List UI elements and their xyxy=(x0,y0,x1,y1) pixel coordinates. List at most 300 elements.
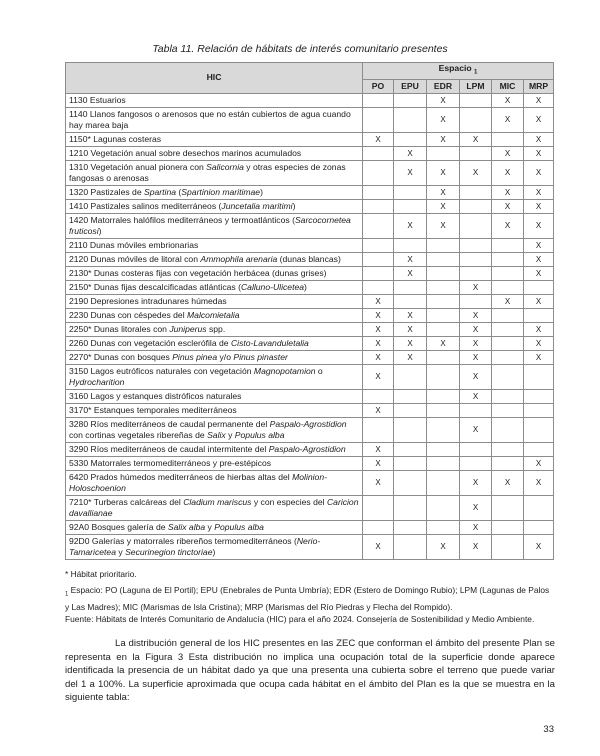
presence-cell-lpm xyxy=(460,266,492,280)
body-paragraph xyxy=(65,637,555,705)
presence-cell-po: X xyxy=(363,456,394,470)
table-row xyxy=(66,132,554,146)
presence-cell-po: X xyxy=(363,132,394,146)
presence-cell-mic: X xyxy=(492,160,524,185)
presence-cell-edr xyxy=(427,442,460,456)
presence-cell-edr xyxy=(427,238,460,252)
presence-cell-lpm: X xyxy=(460,132,492,146)
presence-cell-mrp: X xyxy=(524,146,554,160)
column-header-epu: EPU xyxy=(394,79,427,93)
presence-cell-edr: X xyxy=(427,107,460,132)
table-row xyxy=(66,280,554,294)
source-note: Fuente: Hábitats de Interés Comunitario de Andalucía (HIC) para el año 2024. Consejería de Sostenibilidad y Medio Ambiente. xyxy=(65,614,535,624)
table-row xyxy=(66,417,554,442)
presence-cell-mrp xyxy=(524,442,554,456)
habitat-name-cell xyxy=(66,520,363,534)
presence-cell-edr xyxy=(427,280,460,294)
species-name: Juncetalia maritimi xyxy=(221,200,293,211)
habitat-text: 3150 Lagos eutróficos naturales con vegetación xyxy=(69,365,254,376)
species-name: Molinion-Holoschoenion xyxy=(69,471,327,493)
habitat-text: 1150* Lagunas costeras xyxy=(69,133,162,144)
presence-cell-mic xyxy=(492,403,524,417)
habitat-text: 92D0 Galerías y matorrales ribereños termomediterráneos ( xyxy=(69,535,297,546)
presence-cell-mic xyxy=(492,280,524,294)
habitat-text: 1310 Vegetación anual pionera con xyxy=(69,161,207,172)
habitat-text: 3160 Lagos y estanques distróficos naturales xyxy=(69,390,242,401)
presence-cell-po xyxy=(363,107,394,132)
presence-cell-po xyxy=(363,185,394,199)
habitat-text: y con especies del xyxy=(251,496,327,507)
presence-cell-mrp: X xyxy=(524,350,554,364)
presence-cell-mrp: X xyxy=(524,107,554,132)
habitat-text: 2150* Dunas fijas descalcificadas atlánticas ( xyxy=(69,281,241,292)
presence-cell-edr xyxy=(427,146,460,160)
presence-cell-mic: X xyxy=(492,146,524,160)
presence-cell-mic xyxy=(492,456,524,470)
presence-cell-edr xyxy=(427,470,460,495)
presence-cell-mrp: X xyxy=(524,294,554,308)
habitat-name-cell xyxy=(66,213,363,238)
presence-cell-lpm: X xyxy=(460,350,492,364)
table-row xyxy=(66,213,554,238)
habitat-text: y xyxy=(225,429,235,440)
presence-cell-epu xyxy=(394,389,427,403)
table-row xyxy=(66,403,554,417)
species-name: Magnopotamion xyxy=(253,365,316,376)
species-name: Spartina xyxy=(144,186,177,197)
espacio-header xyxy=(363,63,554,80)
habitat-text: ) xyxy=(98,225,102,236)
paragraph-text: La distribución general de los HIC presentes en las ZEC que conforman el ámbito del presente Plan se representa en la Figura 3 Esta distribución no implica una ocupación total de la superficie donde aparece identificada la presencia de un hábitat dado ya que una presenta una cubierta sobre el terreno que puede variar del 1 a 100%. La superficie aproximada que ocupa cada hábitat en el ámbito del Plan es la que se muestra en la siguiente tabla: xyxy=(65,638,555,703)
presence-cell-lpm: X xyxy=(460,417,492,442)
presence-cell-mic xyxy=(492,520,524,534)
habitat-name-cell xyxy=(66,470,363,495)
table-row xyxy=(66,308,554,322)
species-name: Juniperus xyxy=(169,323,207,334)
habitat-name-cell xyxy=(66,185,363,199)
table-row xyxy=(66,322,554,336)
presence-cell-lpm: X xyxy=(460,308,492,322)
habitat-text: con cortinas vegetales ribereñas de xyxy=(69,429,208,440)
presence-cell-po: X xyxy=(363,442,394,456)
presence-cell-mrp: X xyxy=(524,213,554,238)
presence-cell-mic: X xyxy=(492,199,524,213)
table-row xyxy=(66,199,554,213)
presence-cell-mic xyxy=(492,417,524,442)
presence-cell-epu xyxy=(394,403,427,417)
presence-cell-lpm xyxy=(460,146,492,160)
table-row xyxy=(66,160,554,185)
habitat-text: ) xyxy=(304,281,307,292)
presence-cell-mrp: X xyxy=(524,238,554,252)
presence-cell-epu xyxy=(394,470,427,495)
table-row xyxy=(66,534,554,559)
presence-cell-mic: X xyxy=(492,185,524,199)
column-header-mic: MIC xyxy=(492,79,524,93)
habitat-name-cell xyxy=(66,199,363,213)
presence-cell-mrp xyxy=(524,280,554,294)
habitat-text: 6420 Prados húmedos mediterráneos de hierbas altas del xyxy=(69,471,293,482)
presence-cell-edr: X xyxy=(427,160,460,185)
presence-cell-epu xyxy=(394,495,427,520)
habitat-name-cell xyxy=(66,336,363,350)
presence-cell-edr xyxy=(427,403,460,417)
habitat-name-cell xyxy=(66,238,363,252)
presence-cell-mrp xyxy=(524,495,554,520)
habitat-text: 92A0 Bosques galería de xyxy=(69,521,168,532)
habitat-name-cell xyxy=(66,442,363,456)
presence-cell-mic xyxy=(492,442,524,456)
presence-cell-epu xyxy=(394,93,427,107)
habitat-name-cell xyxy=(66,160,363,185)
species-name: Nerio-Tamaricetea xyxy=(69,535,321,557)
presence-cell-lpm: X xyxy=(460,389,492,403)
habitat-text: 1140 Llanos fangosos o arenosos que no están cubiertos de agua cuando hay marea baja xyxy=(69,108,351,130)
presence-cell-epu xyxy=(394,238,427,252)
habitat-text: ( xyxy=(176,186,182,197)
presence-cell-mic xyxy=(492,238,524,252)
presence-cell-epu: X xyxy=(394,322,427,336)
espacio-footnote-ref: 1 xyxy=(474,69,478,76)
habitat-text: 2130* Dunas costeras fijas con vegetación herbácea (dunas grises) xyxy=(69,267,327,278)
habitat-name-cell xyxy=(66,252,363,266)
presence-cell-epu xyxy=(394,534,427,559)
presence-cell-lpm xyxy=(460,403,492,417)
presence-cell-mic xyxy=(492,252,524,266)
hic-header: HIC xyxy=(66,63,363,94)
habitat-text: y otras especies de zonas fangosas o arenosas xyxy=(69,161,346,183)
priority-note: * Hábitat prioritario. xyxy=(65,569,137,579)
espacio-note-marker: 1 xyxy=(65,591,69,598)
habitat-name-cell xyxy=(66,322,363,336)
presence-cell-mrp: X xyxy=(524,534,554,559)
presence-cell-po: X xyxy=(363,403,394,417)
presence-cell-mic xyxy=(492,534,524,559)
presence-cell-epu xyxy=(394,442,427,456)
column-header-po: PO xyxy=(363,79,394,93)
habitat-text: 1130 Estuarios xyxy=(69,94,126,105)
presence-cell-lpm xyxy=(460,185,492,199)
table-body xyxy=(66,93,554,559)
presence-cell-lpm xyxy=(460,199,492,213)
presence-cell-edr xyxy=(427,520,460,534)
presence-cell-po xyxy=(363,160,394,185)
presence-cell-edr xyxy=(427,308,460,322)
presence-cell-lpm: X xyxy=(460,495,492,520)
presence-cell-po xyxy=(363,213,394,238)
presence-cell-lpm xyxy=(460,238,492,252)
species-name: Malcomietalia xyxy=(187,309,240,320)
presence-cell-mrp: X xyxy=(524,199,554,213)
habitat-text: y/o xyxy=(217,351,234,362)
presence-cell-mic xyxy=(492,495,524,520)
species-name: Securinegion tinctoriae xyxy=(125,546,213,557)
habitat-text: 2260 Dunas con vegetación esclerófila de xyxy=(69,337,231,348)
presence-cell-po: X xyxy=(363,308,394,322)
table-row xyxy=(66,266,554,280)
presence-cell-mic: X xyxy=(492,213,524,238)
presence-cell-edr xyxy=(427,322,460,336)
table-row xyxy=(66,350,554,364)
species-name: Salix alba xyxy=(167,521,206,532)
presence-cell-po xyxy=(363,252,394,266)
presence-cell-po xyxy=(363,146,394,160)
presence-cell-mrp: X xyxy=(524,470,554,495)
espacio-header-label: Espacio xyxy=(438,63,472,73)
presence-cell-mic xyxy=(492,322,524,336)
presence-cell-mic xyxy=(492,132,524,146)
espacio-note-text: Espacio: PO (Laguna de El Portil); EPU (Enebrales de Punta Umbría); EDR (Estero de Domingo Rubio); LPM (Lagunas de Palos y Las Madres); MIC (Marismas de Isla Cristina); MRP (Marismas del Río Piedras y Flecha del Rompido). xyxy=(65,585,550,613)
species-name: Spartinion maritimae xyxy=(181,186,261,197)
species-name: Cladium mariscus xyxy=(183,496,252,507)
presence-cell-edr xyxy=(427,350,460,364)
habitat-text: 2250* Dunas litorales con xyxy=(69,323,170,334)
presence-cell-edr: X xyxy=(427,213,460,238)
presence-cell-mrp: X xyxy=(524,160,554,185)
table-row xyxy=(66,336,554,350)
habitat-text: 1410 Pastizales salinos mediterráneos ( xyxy=(69,200,222,211)
presence-cell-mrp xyxy=(524,364,554,389)
presence-cell-mrp xyxy=(524,417,554,442)
presence-cell-lpm: X xyxy=(460,470,492,495)
presence-cell-mrp xyxy=(524,308,554,322)
habitat-name-cell xyxy=(66,417,363,442)
presence-cell-epu xyxy=(394,107,427,132)
presence-cell-lpm xyxy=(460,93,492,107)
presence-cell-po: X xyxy=(363,336,394,350)
presence-cell-lpm: X xyxy=(460,280,492,294)
presence-cell-epu xyxy=(394,294,427,308)
presence-cell-po xyxy=(363,389,394,403)
habitat-text: ) xyxy=(260,186,263,197)
presence-cell-mic xyxy=(492,336,524,350)
table-row xyxy=(66,185,554,199)
habitat-name-cell xyxy=(66,266,363,280)
presence-cell-lpm xyxy=(460,294,492,308)
habitat-text: 1210 Vegetación anual sobre desechos marinos acumulados xyxy=(69,147,302,158)
presence-cell-epu xyxy=(394,185,427,199)
presence-cell-epu xyxy=(394,456,427,470)
species-name: Paspalo-Agrostidion xyxy=(269,418,347,429)
table-row xyxy=(66,146,554,160)
presence-cell-epu xyxy=(394,417,427,442)
table-row xyxy=(66,520,554,534)
presence-cell-mic: X xyxy=(492,93,524,107)
presence-cell-mic: X xyxy=(492,107,524,132)
presence-cell-epu: X xyxy=(394,213,427,238)
presence-cell-lpm xyxy=(460,442,492,456)
presence-cell-epu: X xyxy=(394,146,427,160)
table-row xyxy=(66,238,554,252)
presence-cell-lpm: X xyxy=(460,336,492,350)
presence-cell-lpm: X xyxy=(460,520,492,534)
habitat-name-cell xyxy=(66,107,363,132)
table-row xyxy=(66,470,554,495)
presence-cell-epu xyxy=(394,199,427,213)
presence-cell-edr xyxy=(427,417,460,442)
presence-cell-po xyxy=(363,199,394,213)
presence-cell-po xyxy=(363,238,394,252)
habitat-name-cell xyxy=(66,132,363,146)
presence-cell-lpm: X xyxy=(460,364,492,389)
species-name: Pinus pinaster xyxy=(233,351,288,362)
presence-cell-epu xyxy=(394,364,427,389)
habitat-text: o xyxy=(315,365,323,376)
habitat-text: 2120 Dunas móviles de litoral con xyxy=(69,253,201,264)
presence-cell-mic xyxy=(492,350,524,364)
habitat-name-cell xyxy=(66,280,363,294)
presence-cell-po: X xyxy=(363,364,394,389)
presence-cell-epu xyxy=(394,280,427,294)
page-number: 33 xyxy=(543,724,554,735)
habitat-name-cell xyxy=(66,389,363,403)
presence-cell-mic xyxy=(492,308,524,322)
presence-cell-po xyxy=(363,495,394,520)
presence-cell-epu: X xyxy=(394,308,427,322)
habitat-name-cell xyxy=(66,294,363,308)
presence-cell-mrp: X xyxy=(524,252,554,266)
presence-cell-edr xyxy=(427,266,460,280)
presence-cell-lpm xyxy=(460,213,492,238)
species-name: Paspalo-Agrostidion xyxy=(268,443,346,454)
table-row xyxy=(66,456,554,470)
species-name: Populus alba xyxy=(214,521,264,532)
presence-cell-edr xyxy=(427,364,460,389)
habitat-text: 2230 Dunas con céspedes del xyxy=(69,309,188,320)
habitat-text: ) xyxy=(292,200,296,211)
table-row xyxy=(66,495,554,520)
presence-cell-lpm xyxy=(460,107,492,132)
habitat-text: 7210* Turberas calcáreas del xyxy=(69,496,184,507)
presence-cell-po: X xyxy=(363,534,394,559)
habitat-text: 3290 Ríos mediterráneos de caudal intermitente del xyxy=(69,443,269,454)
presence-cell-mic xyxy=(492,389,524,403)
espacio-note xyxy=(65,584,555,614)
presence-cell-lpm: X xyxy=(460,160,492,185)
presence-cell-po: X xyxy=(363,294,394,308)
presence-cell-edr xyxy=(427,456,460,470)
habitat-text: 2270* Dunas con bosques xyxy=(69,351,173,362)
habitats-table xyxy=(65,62,554,560)
presence-cell-mic: X xyxy=(492,294,524,308)
habitat-text: spp. xyxy=(206,323,226,334)
presence-cell-edr: X xyxy=(427,185,460,199)
presence-cell-lpm: X xyxy=(460,534,492,559)
table-row xyxy=(66,93,554,107)
presence-cell-epu xyxy=(394,132,427,146)
presence-cell-po: X xyxy=(363,470,394,495)
habitat-name-cell xyxy=(66,308,363,322)
presence-cell-po xyxy=(363,520,394,534)
habitat-text: (dunas blancas) xyxy=(277,253,341,264)
species-name: Pinus pinea xyxy=(172,351,218,362)
habitat-name-cell xyxy=(66,350,363,364)
table-row xyxy=(66,364,554,389)
presence-cell-epu: X xyxy=(394,252,427,266)
presence-cell-mrp: X xyxy=(524,336,554,350)
presence-cell-edr xyxy=(427,495,460,520)
presence-cell-epu: X xyxy=(394,336,427,350)
presence-cell-edr xyxy=(427,389,460,403)
species-name: Salicornia xyxy=(206,161,244,172)
presence-cell-po xyxy=(363,266,394,280)
habitat-text: ) xyxy=(212,546,216,557)
habitat-text: 3170* Estanques temporales mediterráneos xyxy=(69,404,237,415)
presence-cell-po: X xyxy=(363,350,394,364)
habitat-text: 1420 Matorrales halófilos mediterráneos y termoatlánticos ( xyxy=(69,214,295,225)
habitat-text: 1320 Pastizales de xyxy=(69,186,145,197)
presence-cell-po xyxy=(363,280,394,294)
presence-cell-po: X xyxy=(363,322,394,336)
habitat-name-cell xyxy=(66,495,363,520)
presence-cell-edr: X xyxy=(427,93,460,107)
habitat-text: 5330 Matorrales termomediterráneos y pre-estépicos xyxy=(69,457,272,468)
habitat-text: 2190 Depresiones intradunares húmedas xyxy=(69,295,227,306)
presence-cell-epu xyxy=(394,520,427,534)
presence-cell-mrp: X xyxy=(524,266,554,280)
species-name: Hydrocharition xyxy=(69,376,125,387)
table-row xyxy=(66,389,554,403)
presence-cell-edr: X xyxy=(427,336,460,350)
table-caption: Tabla 11. Relación de hábitats de interés comunitario presentes xyxy=(152,43,448,55)
habitat-text: y xyxy=(205,521,215,532)
habitat-text: 3280 Ríos mediterráneos de caudal permanente del xyxy=(69,418,270,429)
presence-cell-edr: X xyxy=(427,199,460,213)
presence-cell-mic: X xyxy=(492,470,524,495)
presence-cell-po xyxy=(363,417,394,442)
species-name: Sarcocornetea fruticosi xyxy=(69,214,351,236)
column-header-mrp: MRP xyxy=(524,79,554,93)
table-row xyxy=(66,294,554,308)
presence-cell-edr: X xyxy=(427,534,460,559)
habitat-text: y xyxy=(115,546,126,557)
presence-cell-po xyxy=(363,93,394,107)
presence-cell-epu: X xyxy=(394,160,427,185)
presence-cell-mrp: X xyxy=(524,456,554,470)
presence-cell-epu: X xyxy=(394,350,427,364)
presence-cell-mrp xyxy=(524,520,554,534)
species-name: Cisto-Lavanduletalia xyxy=(230,337,309,348)
species-name: Caricion davallianae xyxy=(69,496,359,518)
presence-cell-mrp: X xyxy=(524,93,554,107)
presence-cell-epu: X xyxy=(394,266,427,280)
presence-cell-mrp xyxy=(524,389,554,403)
column-header-edr: EDR xyxy=(427,79,460,93)
habitat-name-cell xyxy=(66,456,363,470)
table-row xyxy=(66,252,554,266)
presence-cell-lpm: X xyxy=(460,322,492,336)
habitat-text: 2110 Dunas móviles embrionarias xyxy=(69,239,199,250)
presence-cell-mic xyxy=(492,364,524,389)
presence-cell-mrp: X xyxy=(524,322,554,336)
habitat-name-cell xyxy=(66,364,363,389)
habitat-name-cell xyxy=(66,534,363,559)
table-row xyxy=(66,107,554,132)
species-name: Ammophila arenaria xyxy=(200,253,278,264)
presence-cell-mrp xyxy=(524,403,554,417)
habitat-name-cell xyxy=(66,93,363,107)
presence-cell-edr: X xyxy=(427,132,460,146)
presence-cell-edr xyxy=(427,252,460,266)
presence-cell-mrp: X xyxy=(524,185,554,199)
table-row xyxy=(66,442,554,456)
presence-cell-lpm xyxy=(460,252,492,266)
species-name: Calluno-Ulicetea xyxy=(240,281,305,292)
presence-cell-lpm xyxy=(460,456,492,470)
presence-cell-mic xyxy=(492,266,524,280)
species-name: Salix xyxy=(207,429,226,440)
habitat-name-cell xyxy=(66,146,363,160)
